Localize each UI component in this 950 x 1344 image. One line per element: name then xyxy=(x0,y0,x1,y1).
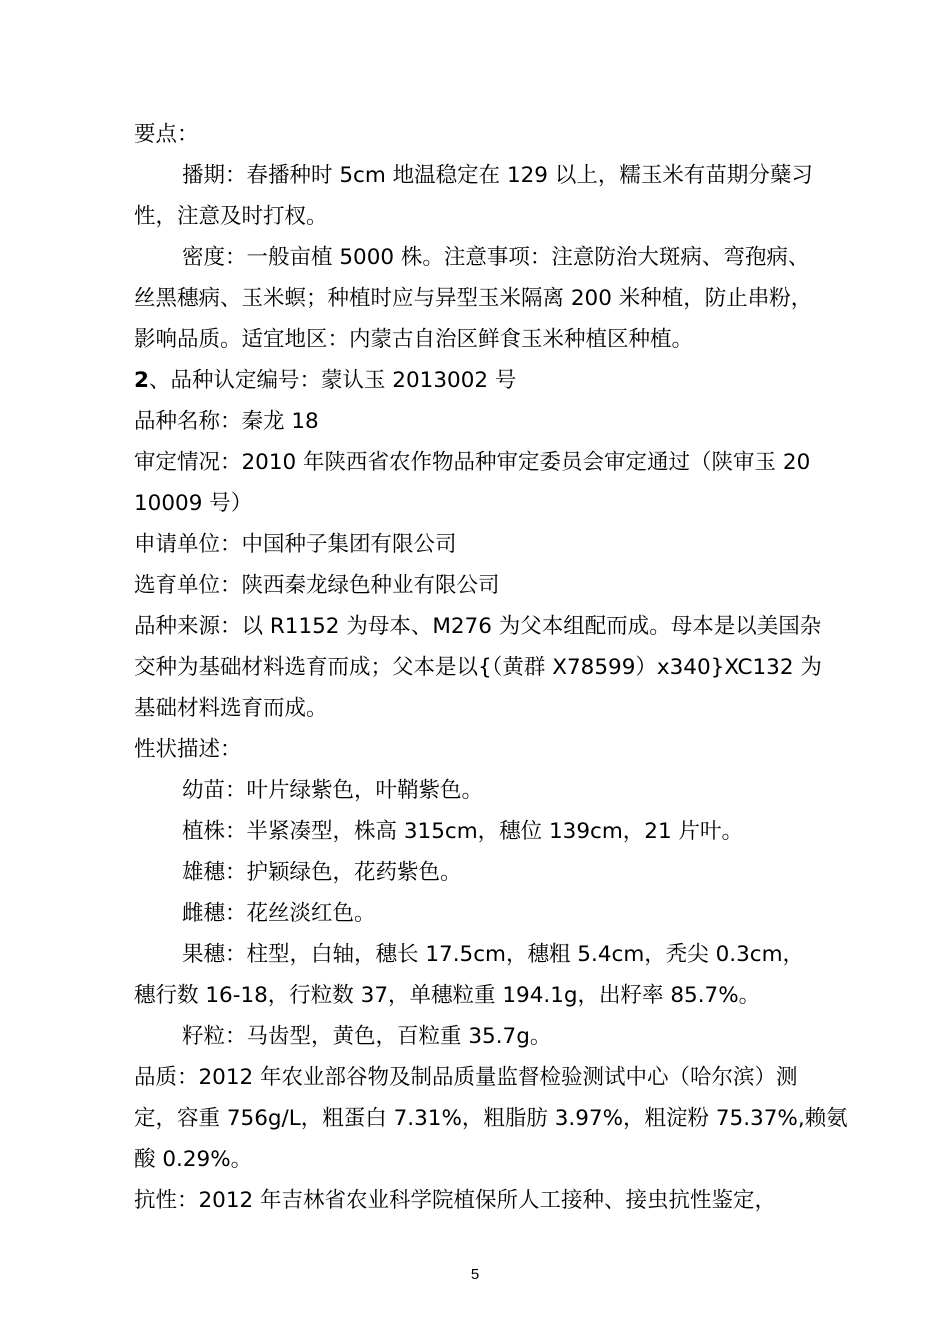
variety-source-cont: 交种为基础材料选育而成；父本是以{（黄群 X78599）x340}XC132 为 xyxy=(134,655,822,680)
body-text xyxy=(134,114,854,1221)
trait-ear-cont: 穗行数 16-18，行粒数 37，单穗粒重 194.1g，出籽率 85.7%。 xyxy=(134,983,761,1008)
paragraph-line: 性，注意及时打杈。 xyxy=(134,204,328,229)
paragraph-line: 影响品质。适宜地区：内蒙古自治区鲜食玉米种植区种植。 xyxy=(134,327,694,352)
approval-status: 审定情况：2010 年陕西省农作物品种审定委员会审定通过（陕审玉 20 xyxy=(134,450,811,475)
trait-tassel: 雄穗：护颖绿色，花药紫色。 xyxy=(182,860,462,885)
paragraph-line: 丝黑穗病、玉米螟；种植时应与异型玉米隔离 200 米种植，防止串粉， xyxy=(134,286,813,311)
breeder: 选育单位：陕西秦龙绿色种业有限公司 xyxy=(134,573,500,598)
trait-ear: 果穗：柱型，白轴，穗长 17.5cm，穗粗 5.4cm，秃尖 0.3cm， xyxy=(182,942,805,967)
page-number: 5 xyxy=(470,1266,480,1283)
quality-cont: 酸 0.29%。 xyxy=(134,1147,253,1172)
trait-kernel: 籽粒：马齿型，黄色，百粒重 35.7g。 xyxy=(182,1024,552,1049)
approval-status-cont: 10009 号） xyxy=(134,491,253,516)
applicant: 申请单位：中国种子集团有限公司 xyxy=(134,532,457,557)
paragraph-line: 播期：春播种时 5cm 地温稳定在 129 以上，糯玉米有苗期分蘖习 xyxy=(182,163,813,188)
paragraph-line: 密度：一般亩植 5000 株。注意事项：注意防治大斑病、弯孢病、 xyxy=(182,245,810,270)
trait-ear-female: 雌穗：花丝淡红色。 xyxy=(182,901,376,926)
variety-name: 品种名称：秦龙 18 xyxy=(134,409,319,434)
trait-seedling: 幼苗：叶片绿紫色，叶鞘紫色。 xyxy=(182,778,484,803)
trait-plant: 植株：半紧凑型，株高 315cm，穗位 139cm，21 片叶。 xyxy=(182,819,743,844)
traits-heading: 性状描述： xyxy=(134,737,242,762)
section-heading-key-points: 要点： xyxy=(134,122,199,147)
resistance: 抗性：2012 年吉林省农业科学院植保所人工接种、接虫抗性鉴定， xyxy=(134,1188,777,1213)
quality-cont: 定，容重 756g/L，粗蛋白 7.31%，粗脂肪 3.97%，粗淀粉 75.37%,赖氨 xyxy=(134,1106,848,1131)
variety-source-cont: 基础材料选育而成。 xyxy=(134,696,328,721)
variety-source: 品种来源：以 R1152 为母本、M276 为父本组配而成。母本是以美国杂 xyxy=(134,614,822,639)
variety-heading: 2、品种认定编号：蒙认玉 2013002 号 xyxy=(134,368,517,393)
quality: 品质：2012 年农业部谷物及制品质量监督检验测试中心（哈尔滨）测 xyxy=(134,1065,798,1090)
